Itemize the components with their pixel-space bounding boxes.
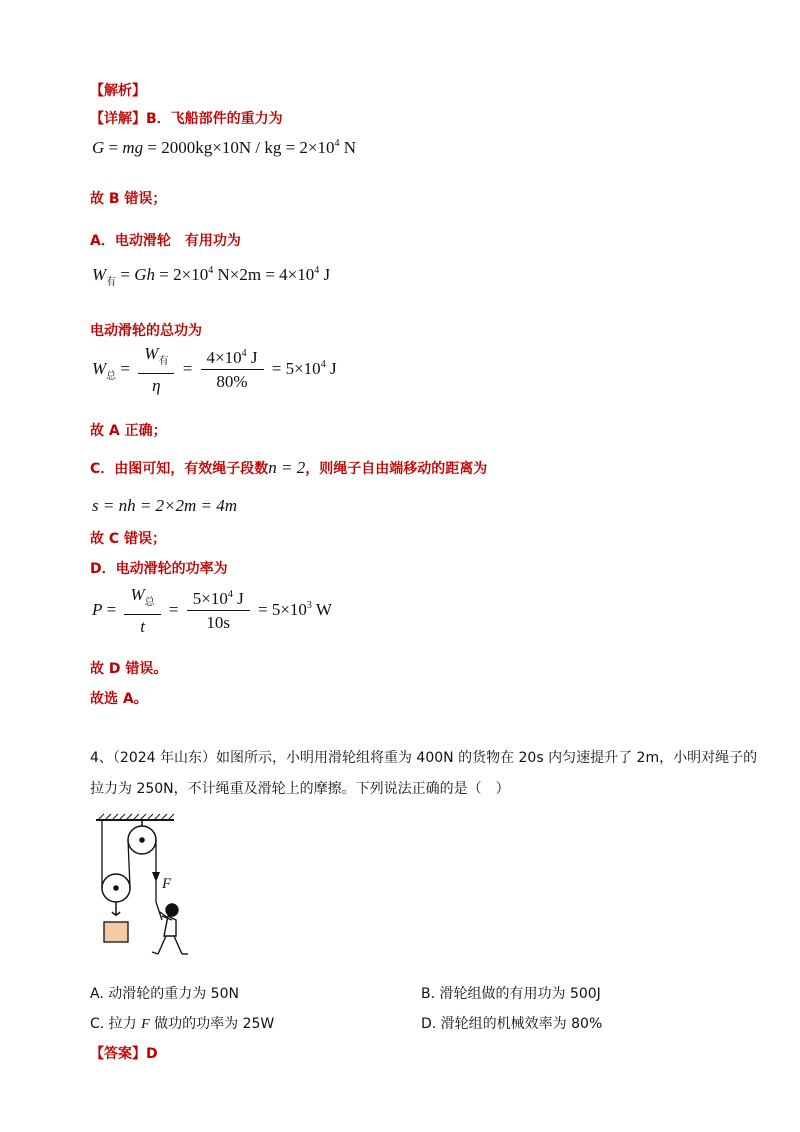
force-label: F — [162, 876, 172, 892]
total-work-heading: 电动滑轮的总功为 — [90, 323, 202, 339]
conclusion-d: 故 D 错误。 — [90, 661, 168, 677]
ceiling-icon — [96, 814, 174, 820]
option-d-heading: D．电动滑轮的功率为 — [90, 561, 228, 577]
rope-icon — [102, 820, 162, 920]
option-d: D. 滑轮组的机械效率为 80% — [421, 1016, 603, 1032]
fraction-power: $\frac{W_总}{t}$ — [124, 585, 160, 637]
question-line-1: 4、（2024 年山东）如图所示，小明用滑轮组将重为 400N 的货物在 20s 内匀速提升了 2m，小明对绳子的 — [90, 750, 758, 766]
analysis-header: 【解析】 — [90, 83, 146, 99]
answer — [90, 1043, 158, 1063]
detail-heading: 【详解】B．飞船部件的重力为 — [90, 111, 283, 127]
pulley-figure — [92, 812, 202, 962]
option-a: A. 动滑轮的重力为 50N — [90, 986, 239, 1002]
equation-power: P = $\frac{W_总}{t}$ = $\frac{5\times 10^4 J}{10s}$ = $5\times 10^3$ W — [92, 585, 332, 636]
equation-distance: s = nh = 2×2m = 4m — [92, 496, 238, 515]
answer-value: D — [146, 1046, 158, 1062]
option-c-heading: C．由图可知，有效绳子段数n = 2，则绳子自由端移动的距离为 — [90, 458, 488, 477]
answer-label: 【答案】 — [90, 1046, 146, 1062]
fraction-efficiency: $\frac{W_有}{\eta}$ — [138, 344, 174, 396]
final-choice: 故选 A。 — [90, 691, 148, 707]
option-a-heading: A．电动滑轮 有用功为 — [90, 233, 241, 249]
conclusion-c: 故 C 错误； — [90, 531, 167, 547]
option-b: B. 滑轮组做的有用功为 500J — [421, 986, 601, 1002]
movable-pulley-icon — [102, 874, 130, 916]
equation-useful-work: $W_有 = Gh = 2\times 10^4$ $N\times 2m = 4\times 10^4$ J — [92, 265, 331, 288]
fixed-pulley-icon — [128, 820, 156, 854]
fraction-total-value: $\frac{4\times 10^4 J}{80\%}$ — [201, 348, 264, 392]
arrow-down-icon — [152, 872, 160, 882]
conclusion-b: 故 B 错误； — [90, 191, 167, 207]
fraction-power-value: $\frac{5\times 10^4 J}{10s}$ — [187, 589, 250, 633]
option-c: C. 拉力 F 做功的功率为 25W — [90, 1016, 275, 1032]
conclusion-a: 故 A 正确； — [90, 423, 167, 439]
cargo-box — [104, 922, 128, 942]
question-line-2: 拉力为 250N，不计绳重及滑轮上的摩擦。下列说法正确的是（ ） — [90, 781, 510, 797]
equation-gravity: G = mg = 2000kg×10N / kg = $2\times 10^4$ N — [92, 138, 357, 157]
equation-total-work: $W_总$ = $\frac{W_有}{\eta}$ = $\frac{4\times 10^4 J}{80\%}$ = $5\times 10^4$ J — [92, 344, 337, 395]
person-icon — [152, 904, 188, 954]
